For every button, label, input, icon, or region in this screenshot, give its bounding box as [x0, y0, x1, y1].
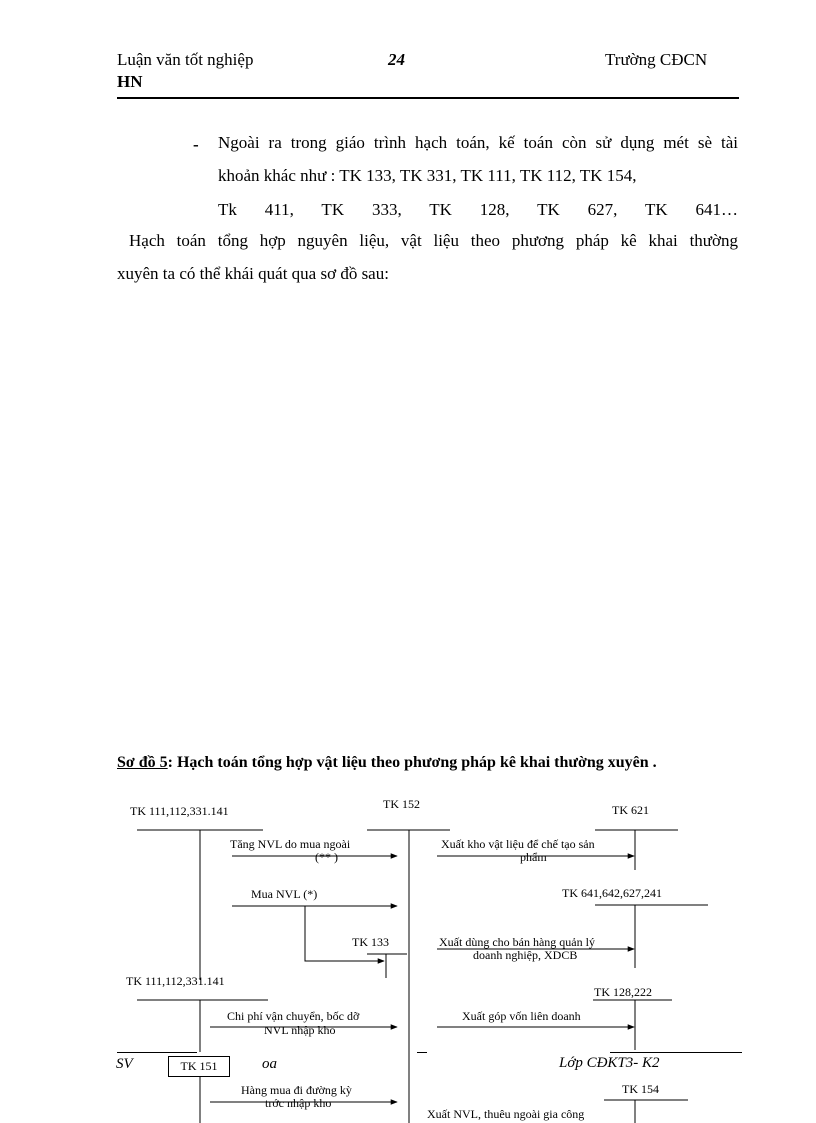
flow-mua-nvl: Mua NVL (*) [251, 887, 318, 901]
tk-133-label: TK 133 [352, 935, 389, 949]
flow-xuat-gop-von: Xuất góp vốn liên doanh [462, 1009, 581, 1023]
tk-151-label: TK 151 [180, 1059, 218, 1073]
bullet-line-1: Ngoài ra trong giáo trình hạch toán, kế toán còn sử dụng mét sè tài [218, 133, 738, 152]
tk-152-label: TK 152 [383, 797, 420, 811]
flow-xuat-dung-line2: doanh nghiệp, XDCB [473, 948, 578, 962]
tk-154-label: TK 154 [622, 1082, 659, 1096]
flow-hang-mua-line1: Hàng mua đi đường kỳ [241, 1083, 352, 1097]
bullet-line-2: khoản khác như : TK 133, TK 331, TK 111, TK 112, TK 154, [218, 166, 637, 185]
tk-621-label: TK 621 [612, 803, 649, 817]
footer-student-name-fragment: oa [262, 1056, 277, 1072]
flow-tang-nvl-line2: (** ) [315, 850, 338, 864]
footer-divider-right [610, 1052, 742, 1053]
figure-caption-text: : Hạch toán tổng hợp vật liệu theo phương pháp kê khai thường xuyên . [167, 754, 657, 771]
arrow-mua-nvl-vat [305, 906, 384, 961]
flow-xuat-kho-line1: Xuất kho vật liệu để chế tạo sản [441, 837, 595, 851]
footer-student: SV [116, 1056, 133, 1072]
flow-xuat-thue-ngoai: Xuất NVL, thuêu ngoài gia công [427, 1107, 585, 1121]
flow-xuat-kho-line2: phẩm [520, 850, 547, 864]
header-thesis-title-cont: HN [117, 72, 143, 91]
bullet-line-3: Tk 411, TK 333, TK 128, TK 627, TK 641… [218, 200, 738, 219]
header-school: Trường CĐCN [605, 50, 708, 69]
flow-chi-phi-line2: NVL nhập kho [264, 1023, 336, 1037]
tk-641-group-label: TK 641,642,627,241 [562, 886, 662, 900]
header-thesis-title: Luận văn tốt nghiệp [117, 50, 254, 69]
flow-tang-nvl-line1: Tăng NVL do mua ngoài [230, 837, 351, 851]
footer-class: Lớp CĐKT3- K2 [559, 1055, 660, 1071]
bullet-marker: - [193, 135, 199, 154]
footer-divider-mid [417, 1052, 427, 1053]
paragraph-line-1: Hạch toán tổng hợp nguyên liệu, vật liệu theo phương pháp kê khai thường [129, 231, 738, 250]
paragraph-line-2: xuyên ta có thể khái quát qua sơ đồ sau: [117, 264, 389, 283]
flow-xuat-dung-line1: Xuất dùng cho bán hàng quản lý [439, 935, 595, 949]
tk-source-2-label: TK 111,112,331.141 [126, 974, 225, 988]
flow-chi-phi-line1: Chi phí vận chuyển, bốc dỡ [227, 1009, 360, 1023]
tk-source-1-label: TK 111,112,331.141 [130, 804, 229, 818]
footer-divider-left [117, 1052, 197, 1053]
tk-151-box [168, 1056, 230, 1077]
tk-128-222-label: TK 128,222 [594, 985, 652, 999]
figure-caption-label: Sơ đồ 5 [117, 754, 168, 771]
flow-hang-mua-line2: trớc nhập kho [265, 1096, 332, 1110]
page-number: 24 [388, 50, 405, 69]
